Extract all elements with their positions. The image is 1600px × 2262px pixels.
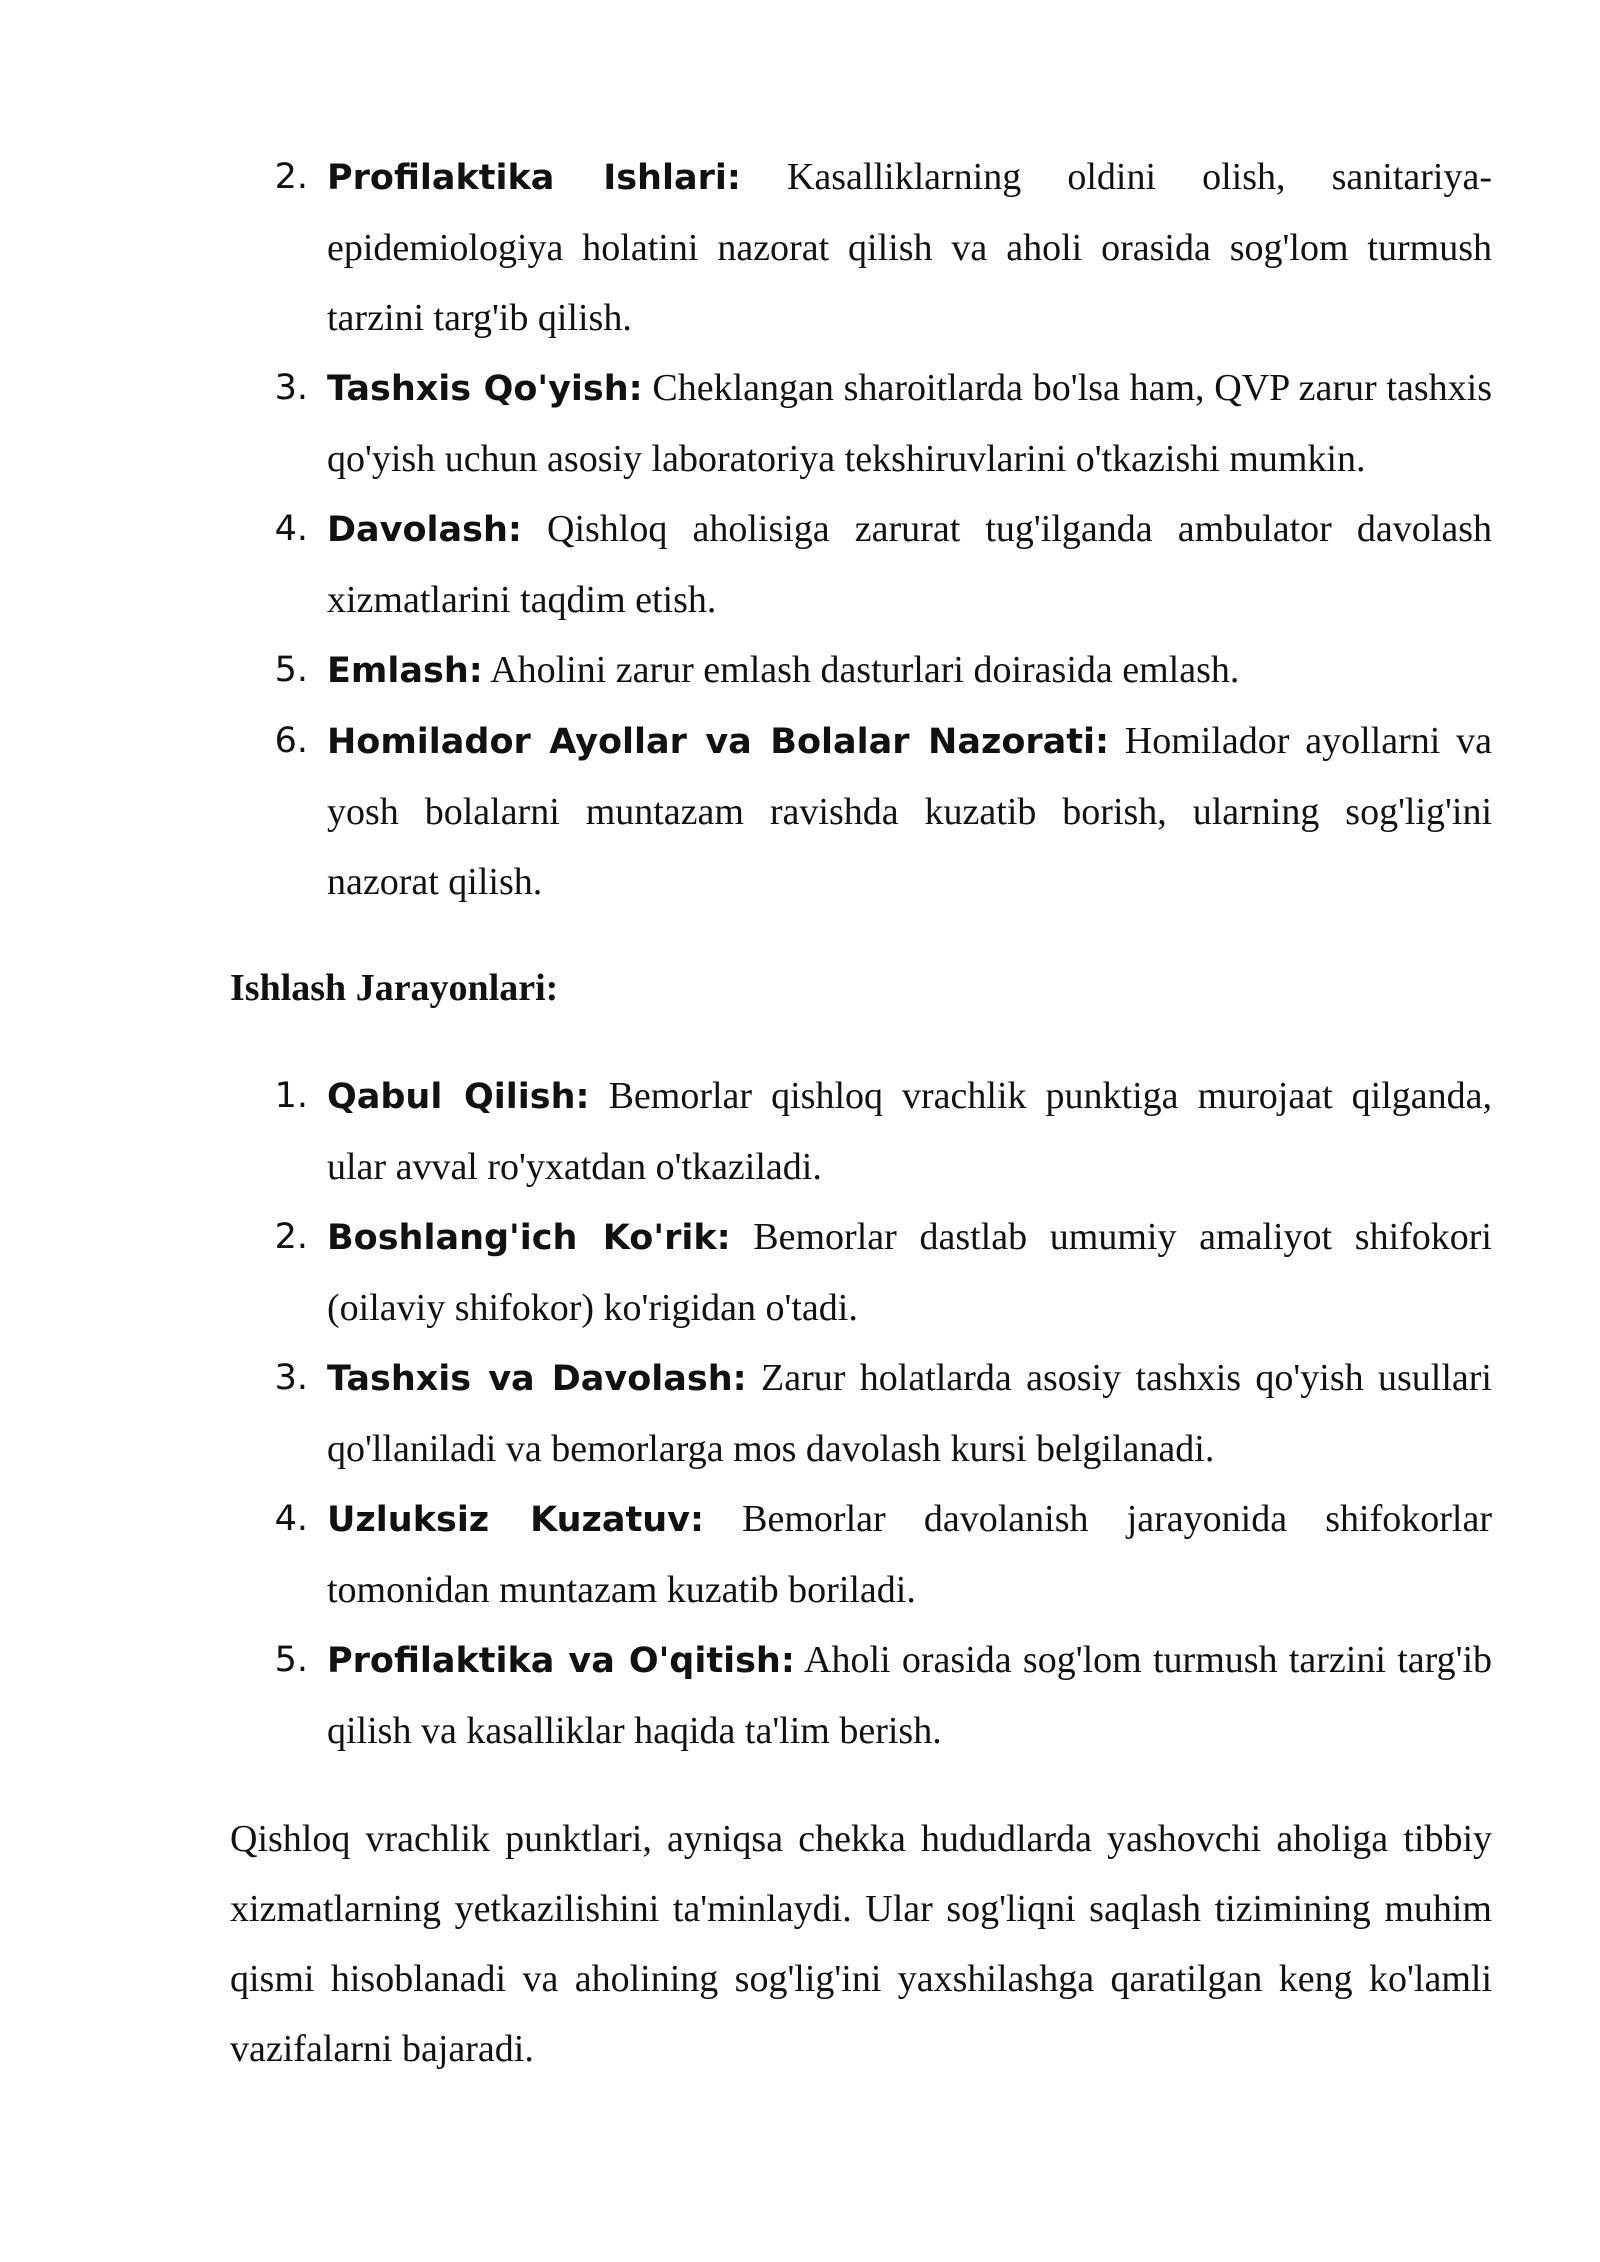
list-text: Zarur holatlarda asosiy tashxis qo'yish usullari qo'llaniladi va bemorlarga mos davolash kursi belgilanadi. (327, 1357, 1492, 1470)
list-term: Homilador Ayollar va Bolalar Nazorati: (327, 722, 1109, 762)
list-item (230, 1484, 1492, 1625)
document-page (230, 142, 1492, 2084)
list-text: Bemorlar davolanish jarayonida shifokorlar tomonidan muntazam kuzatib boriladi. (327, 1498, 1492, 1611)
list-item (230, 1625, 1492, 1766)
list-text: Homilador ayollarni va yosh bolalarni muntazam ravishda kuzatib borish, ularning sog'lig'ini nazorat qilish. (327, 720, 1493, 903)
list-item (230, 1061, 1492, 1202)
list-number: 1. (274, 1076, 308, 1116)
list-term: Tashxis va Davolash: (327, 1359, 747, 1399)
list-item (230, 706, 1492, 917)
list-item (230, 353, 1492, 494)
list-number: 2. (274, 157, 308, 197)
list-item (230, 1343, 1492, 1484)
list-item (230, 635, 1492, 706)
list-number: 3. (274, 368, 308, 408)
process-list (230, 1061, 1492, 1766)
functions-list (230, 142, 1492, 917)
list-item (230, 142, 1492, 353)
list-term: Profilaktika Ishlari: (327, 158, 741, 198)
list-number: 5. (274, 650, 308, 690)
closing-paragraph: Qishloq vrachlik punktlari, ayniqsa chekka hududlarda yashovchi aholiga tibbiy xizmatlarning yetkazilishini ta'minlaydi. Ular sog'liqni saqlash tizimining muhim qismi hisoblanadi va aholining sog'lig'ini yaxshilashga qaratilgan keng ko'lamli vazifalarni bajaradi. (230, 1818, 1492, 2070)
list-term: Uzluksiz Kuzatuv: (327, 1500, 704, 1540)
list-term: Boshlang'ich Ko'rik: (327, 1218, 731, 1258)
list-text: Bemorlar qishloq vrachlik punktiga murojaat qilganda, ular avval ro'yxatdan o'tkaziladi. (327, 1075, 1493, 1188)
list-term: Emlash: (327, 651, 483, 691)
section-heading: Ishlash Jarayonlari: (230, 967, 559, 1009)
list-number: 6. (274, 721, 308, 761)
list-number: 5. (274, 1640, 308, 1680)
list-term: Qabul Qilish: (327, 1077, 590, 1117)
list-text: Qishloq aholisiga zarurat tug'ilganda ambulator davolash xizmatlarini taqdim etish. (327, 508, 1492, 621)
list-number: 3. (274, 1358, 308, 1398)
list-term: Davolash: (327, 510, 522, 550)
list-text: Aholi orasida sog'lom turmush tarzini targ'ib qilish va kasalliklar haqida ta'lim berish. (327, 1639, 1493, 1752)
list-text: Kasalliklarning oldini olish, sanitariya-epidemiologiya holatini nazorat qilish va aholi orasida sog'lom turmush tarzini targ'ib qilish. (327, 156, 1493, 339)
list-number: 2. (274, 1217, 308, 1257)
list-number: 4. (274, 1499, 308, 1539)
list-term: Profilaktika va O'qitish: (327, 1641, 795, 1681)
list-term: Tashxis Qo'yish: (327, 369, 643, 409)
list-number: 4. (274, 509, 308, 549)
list-item (230, 494, 1492, 635)
list-text: Cheklangan sharoitlarda bo'lsa ham, QVP zarur tashxis qo'yish uchun asosiy laboratoriya tekshiruvlarini o'tkazishi mumkin. (327, 367, 1492, 480)
list-text: Aholini zarur emlash dasturlari doirasida emlash. (482, 649, 1240, 691)
list-text: Bemorlar dastlab umumiy amaliyot shifokori (oilaviy shifokor) ko'rigidan o'tadi. (327, 1216, 1492, 1329)
list-item (230, 1202, 1492, 1343)
